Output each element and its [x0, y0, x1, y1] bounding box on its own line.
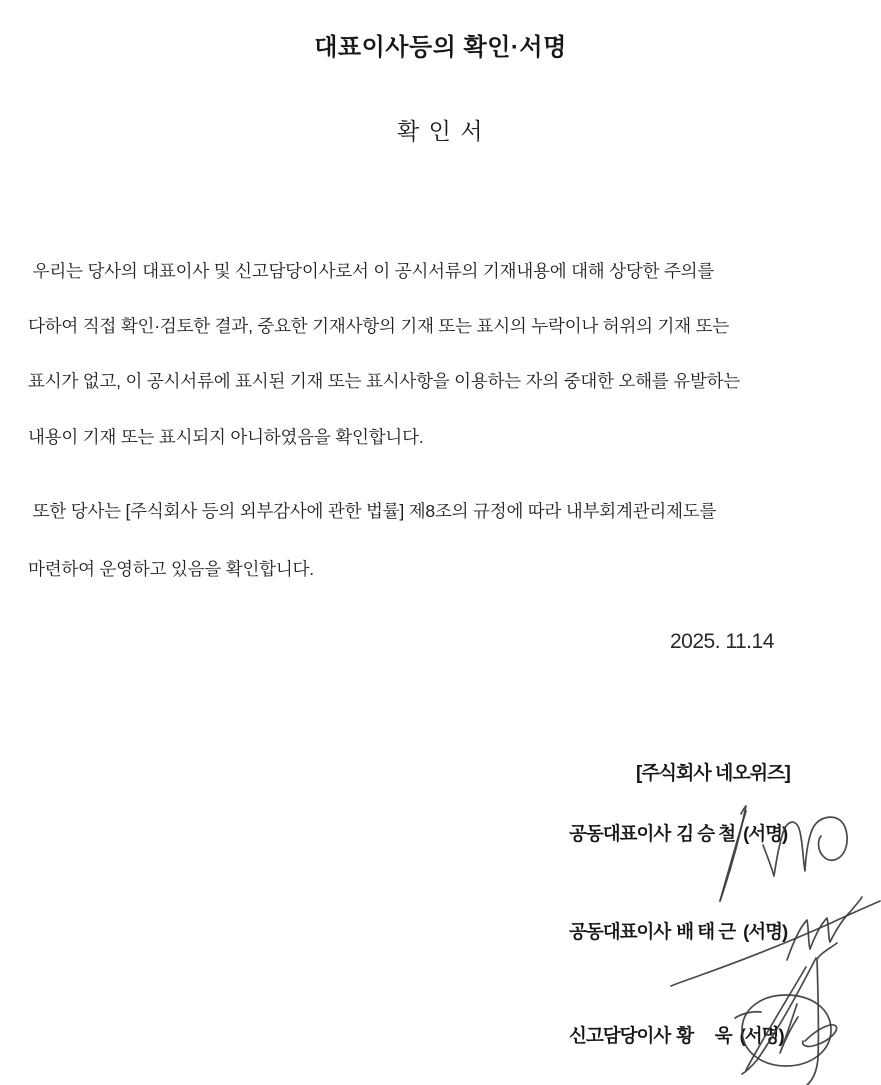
signer-role: 공동대표이사 — [569, 823, 671, 844]
document-date: 2025. 11.14 — [670, 630, 774, 653]
signer-row-kim-seung-chul — [569, 820, 787, 846]
body-paragraph-line: 다하여 직접 확인·검토한 결과, 중요한 기재사항의 기재 또는 표시의 누락이나 허위의 기재 또는 — [28, 316, 730, 336]
signature-label: (서명) — [743, 921, 788, 942]
signature-stroke — [803, 1025, 837, 1047]
signature-stroke — [735, 1012, 761, 1018]
signature-stroke — [739, 958, 816, 1074]
body-paragraph-line: 마련하여 운영하고 있음을 확인합니다. — [28, 559, 314, 579]
signer-role: 공동대표이사 — [569, 921, 671, 942]
document-title: 대표이사등의 확인·서명 — [314, 34, 567, 61]
signer-name: 김 승 철 — [676, 823, 736, 844]
signer-role: 신고담당이사 — [569, 1025, 671, 1046]
body-paragraph-line: 우리는 당사의 대표이사 및 신고담당이사로서 이 공시서류의 기재내용에 대해 상당한 주의를 — [28, 261, 715, 281]
document-subtitle: 확 인 서 — [397, 118, 484, 144]
signer-name: 배 태 근 — [676, 921, 736, 942]
body-paragraph-line: 내용이 기재 또는 표시되지 아니하였음을 확인합니다. — [28, 427, 424, 447]
body-paragraph-line: 또한 당사는 [주식회사 등의 외부감사에 관한 법률] 제8조의 규정에 따라 내부회계관리제도를 — [28, 501, 717, 521]
signer-row-hwang-uk — [569, 1022, 784, 1048]
signature-label: (서명) — [739, 1025, 784, 1046]
company-name: [주식회사 네오위즈] — [636, 763, 790, 784]
handwritten-signature-icon-hwang-uk — [735, 943, 837, 1085]
signature-stroke — [807, 943, 837, 1085]
signer-name: 황 욱 — [676, 1025, 732, 1046]
signature-stroke — [746, 967, 806, 1070]
signature-stroke — [787, 897, 862, 960]
signer-row-bae-tae-geun — [569, 918, 787, 944]
body-paragraph-line: 표시가 없고, 이 공시서류에 표시된 기재 또는 표시사항을 이용하는 자의 중대한 오해를 유발하는 — [28, 371, 741, 391]
signature-label: (서명) — [743, 823, 788, 844]
